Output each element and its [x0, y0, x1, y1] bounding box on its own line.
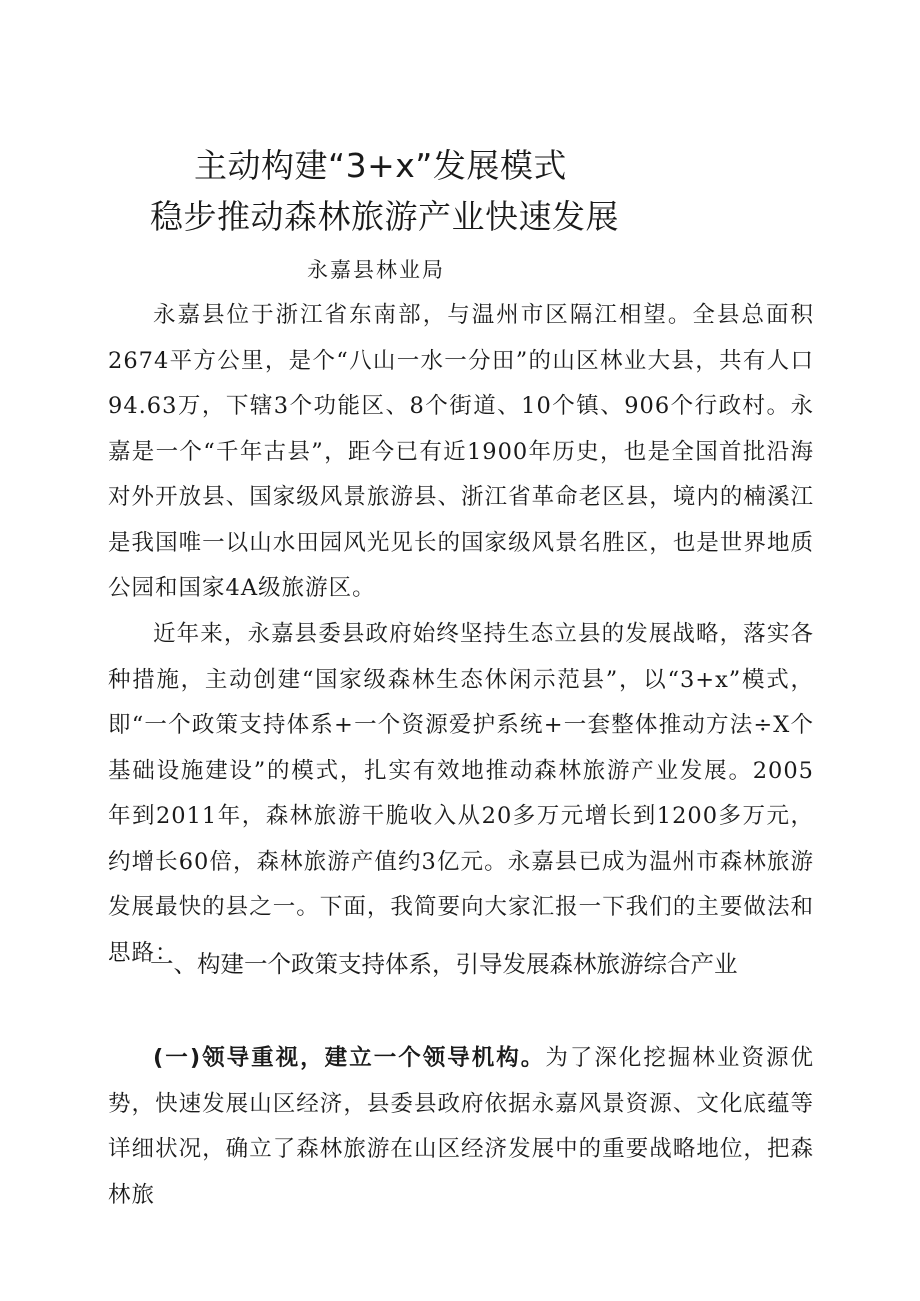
paragraph-intro: 永嘉县位于浙江省东南部，与温州市区隔江相望。全县总面积2674平方公里，是个“八山一水一分田”的山区林业大县，共有人口94.63万，下辖3个功能区、8个街道、10个镇、906个行政村。永嘉是一个“千年古县”，距今已有近1900年历史，也是全国首批沿海对外开放县、国家级风景旅游县、浙江省革命老区县，境内的楠溪江是我国唯一以山水田园风光见长的国家级风景名胜区，也是世界地质公园和国家4A级旅游区。: [108, 302, 814, 601]
section-heading-1: 一、构建一个政策支持体系，引导发展森林旅游综合产业: [150, 950, 738, 978]
paragraph-subsection-1: [108, 1036, 814, 1218]
document-title-line-1: 主动构建“3+x”发展模式: [194, 146, 567, 185]
document-title-line-2: 稳步推动森林旅游产业快速发展: [150, 197, 619, 236]
paragraph-overview: 近年来，永嘉县委县政府始终坚持生态立县的发展战略，落实各种措施，主动创建“国家级森林生态休闲示范县”，以“3+x”模式，即“一个政策支持体系+一个资源爱护系统+一套整体推动方法÷X个基础设施建设”的模式，扎实有效地推动森林旅游产业发展。2005年到2011年，森林旅游干脆收入从20多万元增长到1200多万元，约增长60倍，森林旅游产值约3亿元。永嘉县已成为温州市森林旅游发展最快的县之一。下面，我简要向大家汇报一下我们的主要做法和思路：: [108, 621, 814, 966]
subsection-1-lead: (一)领导重视，建立一个领导机构。: [153, 1045, 546, 1071]
subsection-1-text: 为了深化挖掘林业资源优势，快速发展山区经济，县委县政府依据永嘉风景资源、文化底蕴等详细状况，确立了森林旅游在山区经济发展中的重要战略地位，把森林旅: [108, 1045, 814, 1208]
document-author: 永嘉县林业局: [307, 258, 445, 282]
